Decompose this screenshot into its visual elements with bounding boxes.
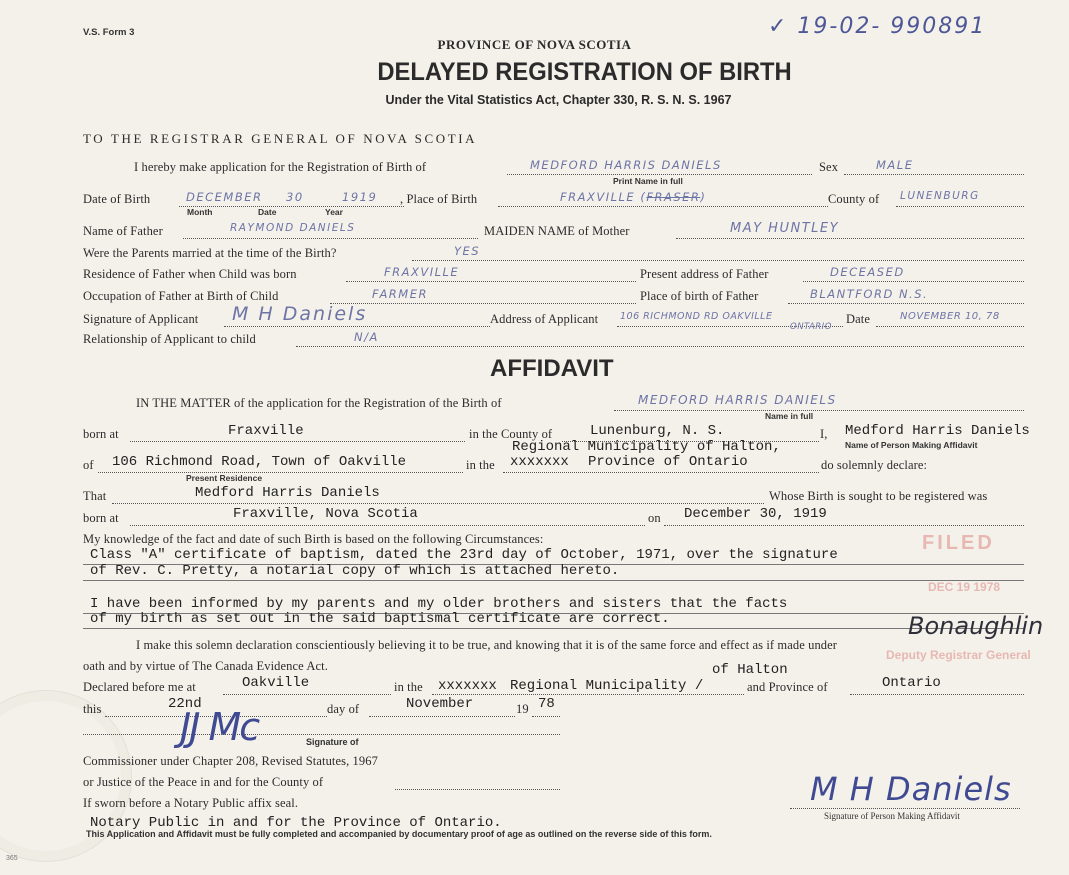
struck-county-2: xxxxxxx: [438, 678, 497, 694]
declared-label: Declared before me at: [83, 680, 196, 694]
father-occ-value: FARMER: [372, 287, 428, 301]
in-county-label: in the County of: [469, 427, 553, 441]
addr-app-label: Address of Applicant: [490, 312, 599, 326]
dob-label: Date of Birth: [83, 192, 151, 206]
year-value: 78: [538, 696, 555, 712]
filed-stamp: FILED: [922, 532, 995, 554]
justice-label: or Justice of the Peace in and for the County of: [83, 775, 324, 789]
year-caption: Year: [325, 207, 343, 217]
commissioner-signature: JJ Mc: [180, 705, 259, 749]
county-label: County of: [828, 192, 880, 206]
struck-county: xxxxxxx: [510, 454, 569, 470]
born-at-value: Fraxville: [228, 423, 304, 439]
father-res-label: Residence of Father when Child was born: [83, 267, 297, 281]
name-in-full-caption: Name in full: [765, 411, 814, 421]
father-addr-value: DECEASED: [830, 265, 905, 279]
that-label: That: [83, 489, 107, 503]
circumstance-line-3: I have been informed by my parents and my older brothers and sisters that the facts: [90, 596, 788, 612]
sig-app-label: Signature of Applicant: [83, 312, 199, 326]
of-label: of: [83, 458, 94, 472]
regional-municipality-value: Regional Municipality of Halton,: [512, 439, 781, 455]
knowledge-label: My knowledge of the fact and date of such Birth is based on the following Circumstances:: [83, 532, 544, 546]
document-title: DELAYED REGISTRATION OF BIRTH: [377, 58, 792, 86]
relationship-label: Relationship of Applicant to child: [83, 332, 256, 346]
married-label: Were the Parents married at the time of the Birth?: [83, 246, 337, 260]
county-value-affidavit: Lunenburg, N. S.: [590, 423, 725, 439]
child-name-value: MEDFORD HARRIS DANIELS: [530, 158, 722, 172]
person-signature: M H Daniels: [810, 770, 1012, 808]
on-label: on: [648, 511, 661, 525]
born-at-label: born at: [83, 427, 119, 441]
sig-app-value: M H Daniels: [232, 303, 368, 325]
and-province-label: and Province of: [747, 680, 828, 694]
page-code: 365: [6, 855, 18, 862]
circumstance-line-4: of my birth as set out in the said baptismal certificate are correct.: [90, 611, 670, 627]
commissioner-label: Commissioner under Chapter 208, Revised Statutes, 1967: [83, 754, 378, 768]
year-prefix: 19: [516, 702, 529, 716]
filed-date-stamp: DEC 19 1978: [928, 580, 1001, 594]
father-res-value: FRAXVILLE: [384, 265, 460, 279]
circumstance-line-1: Class "A" certificate of baptism, dated the 23rd day of October, 1971, over the signature: [90, 547, 838, 563]
notary-typed: Notary Public in and for the Province of Ontario.: [90, 815, 502, 831]
solemn-declaration-line-1: I make this solemn declaration conscientiously believing it to be true, and knowing that it is of the same force and effect as if made under: [136, 638, 838, 652]
date-app-value: NOVEMBER 10, 78: [900, 311, 1000, 322]
sig-person-caption: Signature of Person Making Affidavit: [824, 811, 960, 821]
to-registrar-line: TO THE REGISTRAR GENERAL OF NOVA SCOTIA: [83, 131, 478, 146]
father-value: RAYMOND DANIELS: [230, 222, 356, 234]
whose-birth-label: Whose Birth is sought to be registered was: [769, 489, 988, 503]
born-date-value: December 30, 1919: [684, 506, 827, 522]
present-residence-caption: Present Residence: [186, 473, 263, 483]
married-value: YES: [454, 244, 481, 258]
this-label: this: [83, 702, 102, 716]
form-id: V.S. Form 3: [83, 27, 135, 38]
registration-number: ✓ 19-02- 990891: [768, 14, 987, 39]
person-name-caption: Name of Person Making Affidavit: [845, 440, 978, 450]
sex-value: MALE: [876, 158, 914, 172]
notary-note: If sworn before a Notary Public affix seal.: [83, 796, 299, 810]
apply-label: I hereby make application for the Registration of Birth of: [134, 160, 427, 174]
province-value-2: Ontario: [882, 675, 941, 691]
residence-value: 106 Richmond Road, Town of Oakville: [112, 454, 407, 470]
day-of-label: day of: [327, 702, 360, 716]
signature-of-caption: Signature of: [306, 737, 359, 747]
i-label: I,: [820, 427, 828, 441]
document-subtitle: Under the Vital Statistics Act, Chapter 330, R. S. N. S. 1967: [385, 93, 732, 107]
day-value: 22nd: [168, 696, 202, 712]
province-heading: PROVINCE OF NOVA SCOTIA: [437, 37, 632, 52]
person-name-value: Medford Harris Daniels: [845, 423, 1030, 439]
regional-municipality-value-2: Regional Municipality /: [510, 678, 704, 694]
mother-value: MAY HUNTLEY: [730, 221, 840, 236]
sex-label: Sex: [819, 160, 839, 174]
declared-place-value: Oakville: [242, 675, 310, 691]
print-name-caption: Print Name in full: [613, 176, 683, 186]
mother-label: MAIDEN NAME of Mother: [484, 224, 630, 238]
of-halton-value: of Halton: [712, 662, 788, 678]
born-place-value: Fraxville, Nova Scotia: [233, 506, 418, 522]
addr-app-value-2: ONTARIO: [790, 322, 832, 332]
father-pob-label: Place of birth of Father: [640, 289, 759, 303]
month-caption: Month: [187, 207, 213, 217]
footer-note: This Application and Affidavit must be fully completed and accompanied by documentary proof of age as outlined on the reverse side of this form.: [86, 829, 712, 839]
father-occ-label: Occupation of Father at Birth of Child: [83, 289, 279, 303]
pob-label: , Place of Birth: [400, 192, 478, 206]
county-value: LUNENBURG: [900, 190, 980, 202]
father-pob-value: BLANTFORD N.S.: [810, 287, 929, 301]
that-name-value: Medford Harris Daniels: [195, 485, 380, 501]
in-the-label: in the: [466, 458, 495, 472]
born-at-label-2: born at: [83, 511, 119, 525]
father-addr-label: Present address of Father: [640, 267, 769, 281]
month-value: November: [406, 696, 474, 712]
matter-name-value: MEDFORD HARRIS DANIELS: [638, 393, 837, 407]
dob-month-value: DECEMBER: [186, 190, 263, 204]
in-the-label-2: in the: [394, 680, 423, 694]
dob-year-value: 1919: [342, 190, 378, 204]
date-caption: Date: [258, 207, 277, 217]
solemn-declaration-line-2: oath and by virtue of The Canada Evidence Act.: [83, 659, 328, 673]
circumstance-line-2: of Rev. C. Pretty, a notarial copy of which is attached hereto.: [90, 563, 620, 579]
dob-date-value: 30: [286, 190, 304, 204]
addr-app-value: 106 RICHMOND RD OAKVILLE: [620, 311, 773, 322]
relationship-value: N/A: [354, 330, 379, 344]
solemnly-label: do solemnly declare:: [821, 458, 928, 472]
affidavit-heading: AFFIDAVIT: [490, 355, 614, 382]
pob-value: FRAXVILLE (FRASER): [560, 190, 707, 204]
matter-label: IN THE MATTER of the application for the Registration of the Birth of: [136, 396, 502, 410]
date-app-label: Date: [846, 312, 870, 326]
deputy-registrar-stamp: Deputy Registrar General: [886, 648, 1031, 662]
province-value: Province of Ontario: [588, 454, 748, 470]
father-label: Name of Father: [83, 224, 163, 238]
deputy-registrar-signature: Bonaughlin: [908, 612, 1044, 640]
